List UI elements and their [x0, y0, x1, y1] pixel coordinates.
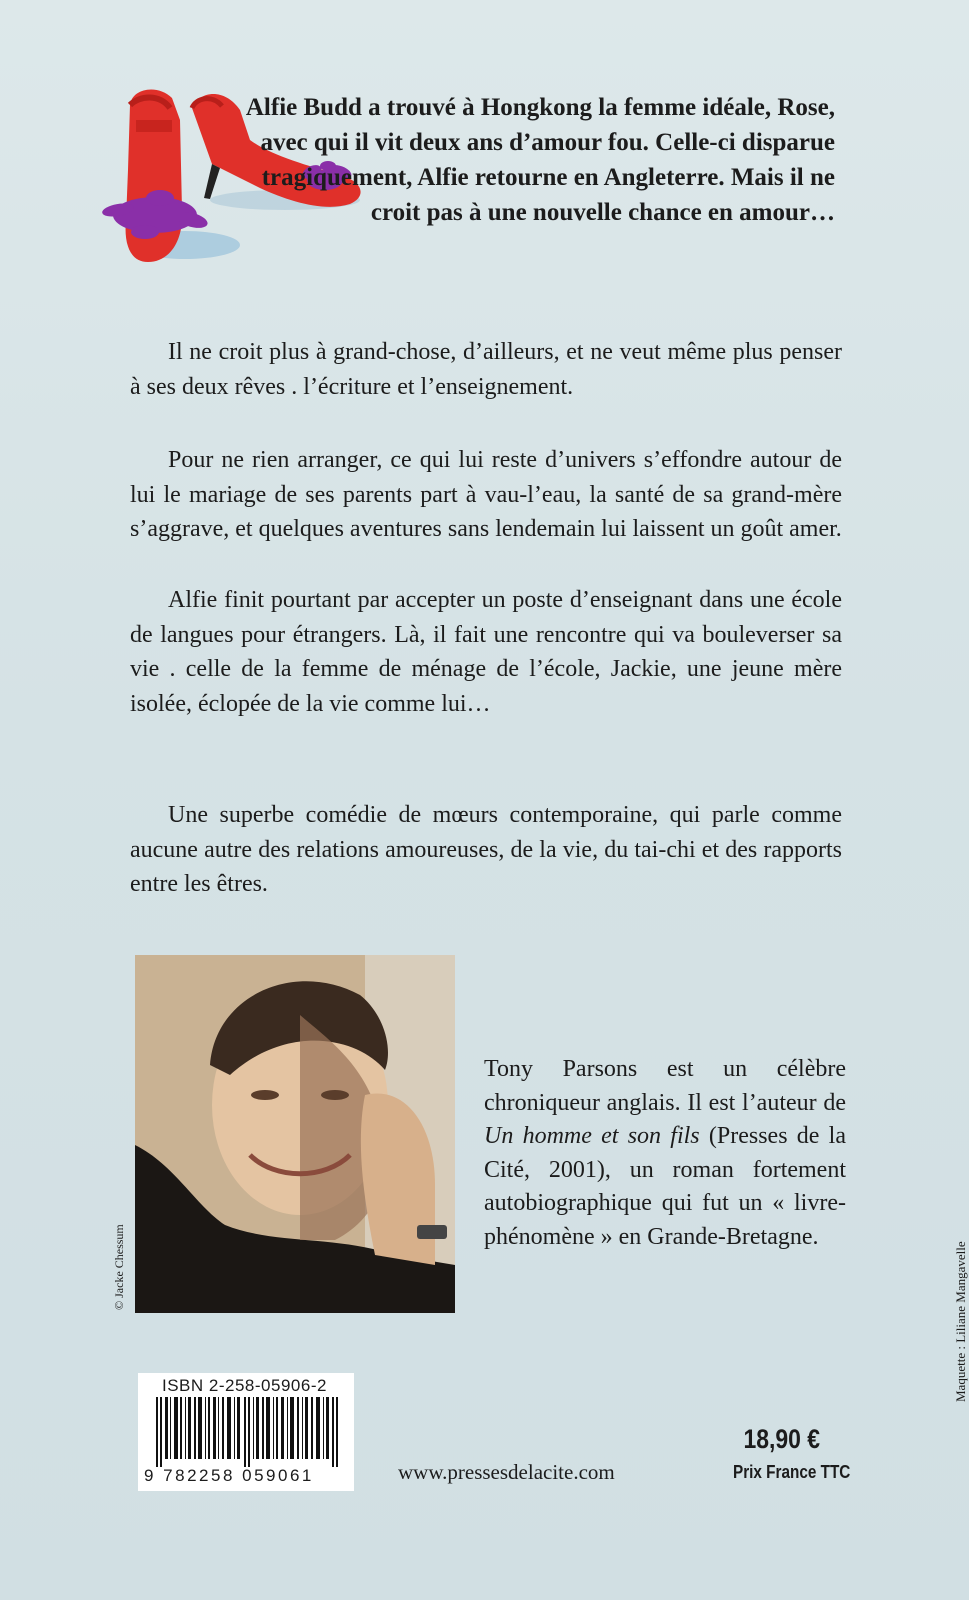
author-bio-text-end: (Presses de la Cité, 2001), un roman fortement autobiographique qui fut un « livre-phénomène » en Grande-Bretagne. — [484, 1123, 846, 1250]
summary-paragraph-2: Pour ne rien arranger, ce qui lui reste d’univers s’effondre autour de lui le mariage de ses parents part à vau-l’eau, la santé de sa grand-mère s’aggrave, et quelques aventures sans lendemain lui laissent un goût amer. — [130, 447, 842, 542]
ean-number: 9 782258 059061 — [144, 1466, 314, 1485]
maquette-credit: Maquette : Liliane Mangavelle — [953, 1241, 968, 1402]
barcode-icon — [156, 1397, 344, 1467]
author-bio — [484, 1053, 846, 1254]
summary-paragraph-1: Il ne croit plus à grand-chose, d’ailleurs, et ne veut même plus penser à ses deux rêves . l’écriture et l’enseignement. — [130, 339, 842, 400]
photo-credit: © Jacke Chessum — [112, 1224, 126, 1310]
isbn-number: ISBN 2-258-05906-2 — [162, 1376, 327, 1395]
barcode-label — [138, 1373, 354, 1491]
intro-blurb: Alfie Budd a trouvé à Hongkong la femme idéale, Rose, avec qui il vit deux ans d’amour fou. Celle-ci disparue tragiquement, Alfie retourne en Angleterre. Mais il ne croit pas à une nouvelle chance en amour… — [245, 94, 835, 226]
price-note: Prix France TTC — [733, 1462, 851, 1482]
author-photo — [135, 955, 455, 1313]
price: 18,90 € — [743, 1424, 821, 1454]
book-title: Un homme et son fils — [484, 1123, 700, 1149]
publisher-website: www.pressesdelacite.com — [398, 1460, 615, 1484]
summary-paragraph-4: Une superbe comédie de mœurs contemporaine, qui parle comme aucune autre des relations amoureuses, de la vie, du tai-chi et des rapports entre les êtres. — [130, 802, 842, 897]
author-bio-text: Tony Parsons est un célèbre chroniqueur anglais. Il est l’auteur de — [484, 1056, 846, 1116]
summary-paragraph-3: Alfie finit pourtant par accepter un poste d’enseignant dans une école de langues pour étrangers. Là, il fait une rencontre qui va bouleverser sa vie . celle de la femme de ménage de l’école, Jackie, une jeune mère isolée, éclopée de la vie comme lui… — [130, 587, 842, 717]
